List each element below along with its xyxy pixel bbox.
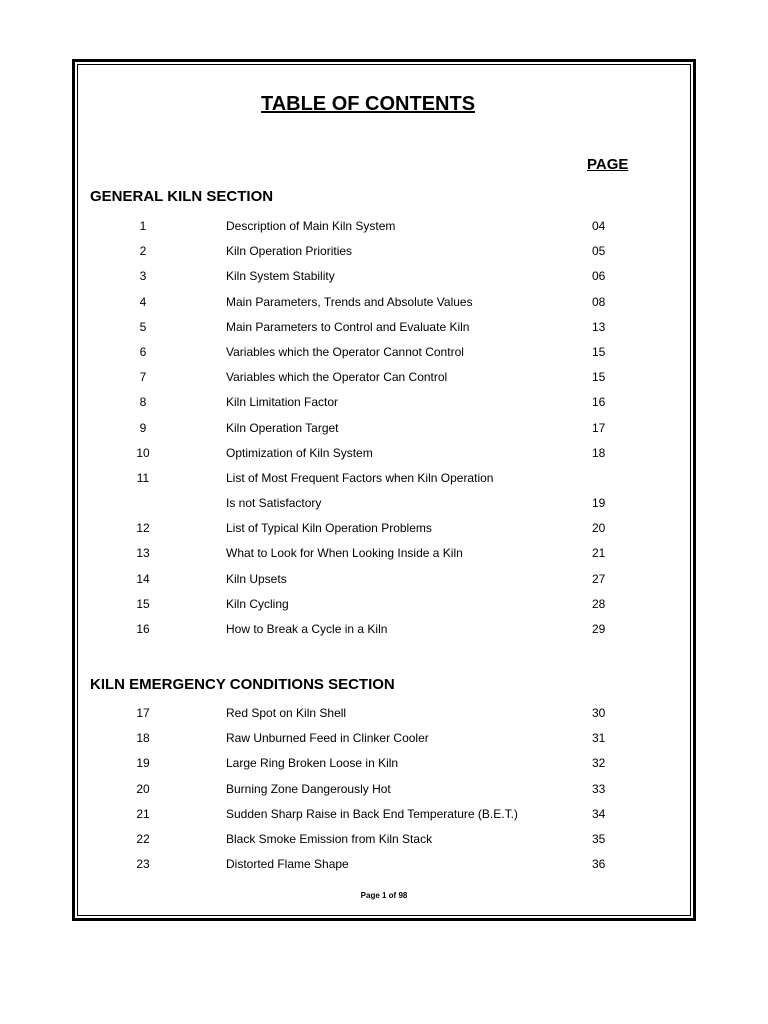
toc-entry-number: 1	[139, 219, 147, 233]
toc-entry	[0, 756, 768, 781]
toc-entry-number: 9	[139, 420, 147, 435]
toc-entry-title: Sudden Sharp Raise in Back End Temperature (B.E.T.)	[226, 806, 518, 821]
toc-entry-title: Optimization of Kiln System	[226, 445, 373, 460]
toc-entry-number: 21	[136, 806, 150, 821]
toc-entry	[0, 421, 768, 446]
toc-entry-number: 3	[139, 269, 147, 284]
toc-entry	[0, 706, 768, 731]
page-column-header: PAGE	[587, 156, 629, 173]
page-footer: Page 1 of 98	[360, 891, 408, 900]
toc-entry-page: 13	[592, 319, 606, 334]
section-heading-emergency: KILN EMERGENCY CONDITIONS SECTION	[90, 676, 395, 693]
toc-entry-title: Kiln System Stability	[226, 269, 335, 284]
toc-entry-page: 05	[592, 244, 606, 259]
toc-entry-title: Is not Satisfactory	[226, 496, 322, 511]
toc-entry-number: 20	[136, 781, 150, 796]
toc-entry-title: Kiln Upsets	[226, 571, 287, 586]
toc-entry	[0, 320, 768, 345]
toc-entry-page: 32	[592, 756, 606, 771]
toc-entry	[0, 395, 768, 420]
toc-entry	[0, 446, 768, 471]
toc-entry	[0, 622, 768, 647]
toc-entry-page: 36	[592, 857, 606, 872]
toc-entry-page: 27	[592, 571, 606, 586]
toc-entry	[0, 521, 768, 546]
toc-entry-page: 15	[592, 370, 606, 385]
toc-entry	[0, 496, 768, 521]
toc-entry-title: Large Ring Broken Loose in Kiln	[226, 756, 399, 771]
toc-entry-number: 10	[136, 445, 150, 460]
toc-entry-number: 14	[136, 571, 150, 586]
toc-entry-page: 20	[592, 521, 606, 536]
toc-entry-title: Raw Unburned Feed in Clinker Cooler	[226, 731, 429, 746]
toc-entry-title: List of Most Frequent Factors when Kiln Operation	[226, 470, 494, 485]
toc-entry-title: Distorted Flame Shape	[226, 857, 349, 872]
toc-entry-number: 18	[136, 731, 150, 746]
toc-entry-page: 21	[592, 546, 606, 561]
toc-entry-title: List of Typical Kiln Operation Problems	[226, 521, 432, 536]
toc-list-emergency	[0, 706, 768, 882]
toc-entry-number: 16	[136, 622, 150, 636]
toc-entry	[0, 345, 768, 370]
toc-entry-number: 12	[136, 521, 150, 536]
toc-entry	[0, 219, 768, 244]
toc-entry-title: Black Smoke Emission from Kiln Stack	[226, 831, 433, 846]
toc-entry-title: Kiln Cycling	[226, 596, 289, 611]
toc-entry	[0, 295, 768, 320]
toc-entry	[0, 370, 768, 395]
toc-entry-number: 11	[136, 470, 150, 485]
document-title: TABLE OF CONTENTS	[260, 93, 476, 115]
toc-entry-title: Kiln Operation Priorities	[226, 244, 353, 259]
toc-entry	[0, 832, 768, 857]
toc-entry-title: What to Look for When Looking Inside a Kiln	[226, 546, 463, 561]
section-heading-general: GENERAL KILN SECTION	[90, 188, 274, 205]
toc-entry-number: 5	[139, 319, 147, 334]
toc-entry-title: Main Parameters to Control and Evaluate Kiln	[226, 319, 470, 334]
toc-entry	[0, 731, 768, 756]
toc-entry-number: 15	[136, 596, 150, 611]
toc-entry-title: Variables which the Operator Can Control	[226, 370, 448, 385]
toc-entry-page: 04	[592, 219, 606, 233]
toc-entry-page: 30	[592, 706, 606, 720]
toc-entry	[0, 857, 768, 882]
toc-entry-title: Kiln Limitation Factor	[226, 395, 339, 410]
toc-entry-number: 2	[139, 244, 147, 259]
toc-entry-page: 17	[592, 420, 606, 435]
toc-entry-number: 6	[139, 344, 147, 359]
toc-entry-page: 34	[592, 806, 606, 821]
toc-entry	[0, 597, 768, 622]
toc-entry	[0, 807, 768, 832]
toc-entry-title: Main Parameters, Trends and Absolute Values	[226, 294, 473, 309]
toc-entry-page: 31	[592, 731, 606, 746]
toc-entry	[0, 471, 768, 496]
toc-entry-page: 35	[592, 831, 606, 846]
toc-entry-title: Kiln Operation Target	[226, 420, 339, 435]
toc-entry-page: 28	[592, 596, 606, 611]
toc-entry-number: 7	[139, 370, 147, 385]
toc-entry-page: 16	[592, 395, 606, 410]
toc-entry-page: 08	[592, 294, 606, 309]
toc-entry-title: Red Spot on Kiln Shell	[226, 706, 347, 720]
toc-entry	[0, 572, 768, 597]
toc-entry-title: Description of Main Kiln System	[226, 219, 396, 233]
toc-entry	[0, 244, 768, 269]
toc-entry	[0, 782, 768, 807]
toc-list-general	[0, 219, 768, 647]
toc-entry-page: 15	[592, 344, 606, 359]
toc-entry-page: 33	[592, 781, 606, 796]
toc-entry	[0, 269, 768, 294]
toc-entry-number: 17	[136, 706, 150, 720]
toc-entry-number: 4	[139, 294, 147, 309]
toc-entry-number: 13	[136, 546, 150, 561]
toc-entry-page: 18	[592, 445, 606, 460]
toc-entry-number: 19	[136, 756, 150, 771]
toc-entry-title: Variables which the Operator Cannot Control	[226, 344, 464, 359]
toc-entry	[0, 546, 768, 571]
toc-entry-number: 8	[139, 395, 147, 410]
toc-entry-title: Burning Zone Dangerously Hot	[226, 781, 391, 796]
toc-entry-page: 29	[592, 622, 606, 636]
toc-entry-number: 23	[136, 857, 150, 872]
toc-entry-page: 19	[592, 496, 606, 511]
toc-entry-title: How to Break a Cycle in a Kiln	[226, 622, 388, 636]
toc-entry-number: 22	[136, 831, 150, 846]
toc-entry-page: 06	[592, 269, 606, 284]
